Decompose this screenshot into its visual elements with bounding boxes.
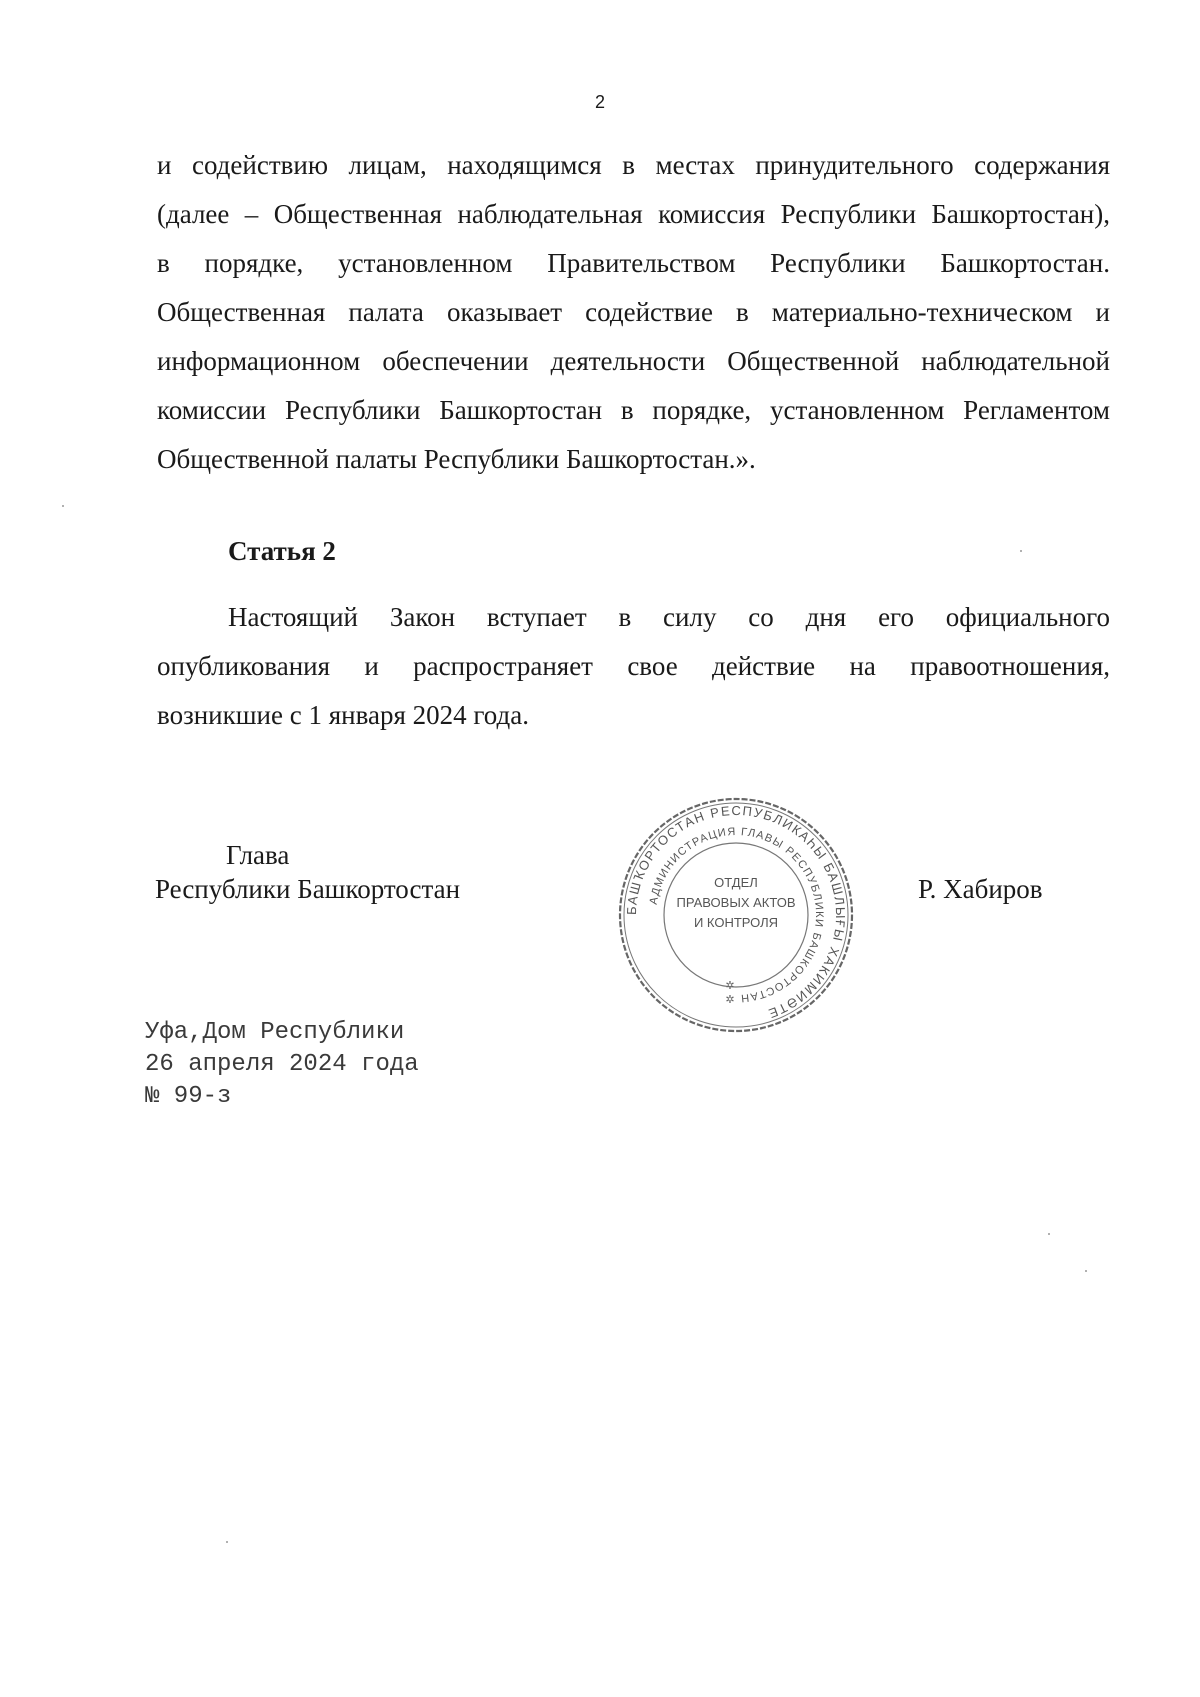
- footer-number: № 99-з: [145, 1083, 232, 1110]
- text-line: Общественной палаты Республики Башкортостан.».: [157, 444, 756, 474]
- page-number: 2: [594, 92, 605, 112]
- scan-speck: [62, 505, 64, 507]
- seal-star-icon: ✲: [725, 979, 735, 992]
- official-seal-stamp: [616, 795, 856, 1035]
- text-line: Общественная палата оказывает содействие в материально-техническом и: [157, 297, 1110, 327]
- signatory-title-line-1: Глава: [226, 840, 290, 870]
- signatory-name: Р. Хабиров: [918, 874, 1043, 904]
- footer-place: Уфа,Дом Республики: [145, 1019, 405, 1046]
- text-line: опубликования и распространяет свое действие на правоотношения,: [157, 651, 1110, 681]
- article-paragraph: [157, 593, 1110, 740]
- seal-center-line-2: ПРАВОВЫХ АКТОВ: [676, 895, 796, 910]
- signatory-title-line-2: Республики Башкортостан: [155, 874, 461, 904]
- text-line: и содействию лицам, находящимся в местах принудительного содержания: [157, 150, 1110, 180]
- document-footer: [145, 1017, 419, 1113]
- text-line: в порядке, установленном Правительством Республики Башкортостан.: [157, 248, 1110, 278]
- scan-speck: [1020, 550, 1022, 552]
- text-line: информационном обеспечении деятельности Общественной наблюдательной: [157, 346, 1110, 376]
- scan-speck: [226, 1541, 228, 1543]
- article-heading: Статья 2: [228, 536, 336, 566]
- seal-star-icon: ✲: [725, 993, 735, 1006]
- scan-speck: [1085, 1270, 1087, 1272]
- scan-speck: [1048, 1233, 1050, 1235]
- text-line: комиссии Республики Башкортостан в порядке, установленном Регламентом: [157, 395, 1110, 425]
- seal-center-line-1: ОТДЕЛ: [714, 875, 758, 890]
- paragraph-continuation: [157, 141, 1110, 484]
- seal-graphic: [616, 795, 856, 1035]
- text-line: возникшие с 1 января 2024 года.: [157, 700, 529, 730]
- seal-inner-text: АДМИНИСТРАЦИЯ ГЛАВЫ РЕСПУБЛИКИ БАШКОРТОСТАН: [647, 825, 826, 1005]
- seal-outer-text: БАШҠОРТОСТАН РЕСПУБЛИКАҺЫ БАШЛЫҒЫ ХАКИМИӘТЕ: [623, 802, 849, 1022]
- seal-center-line-3: И КОНТРОЛЯ: [693, 915, 779, 930]
- text-line: (далее – Общественная наблюдательная комиссия Республики Башкортостан),: [157, 199, 1110, 229]
- text-line: Настоящий Закон вступает в силу со дня его официального: [228, 602, 1110, 632]
- footer-date: 26 апреля 2024 года: [145, 1051, 419, 1078]
